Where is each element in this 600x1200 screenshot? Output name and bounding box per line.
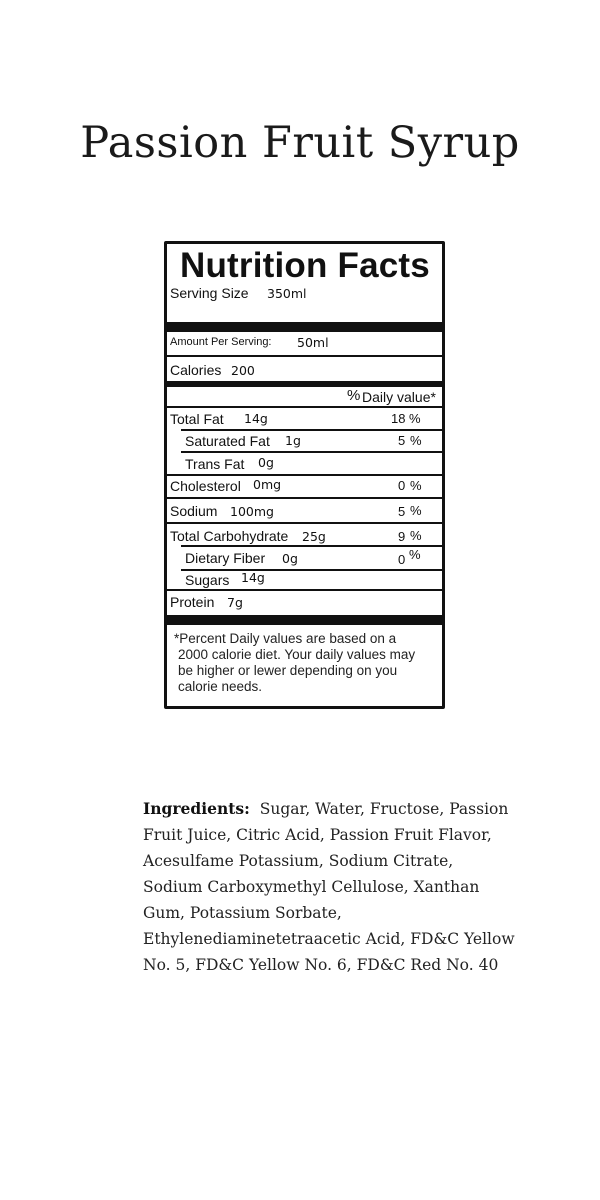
page-title: Passion Fruit Syrup — [80, 118, 520, 168]
ingredients-block — [143, 796, 523, 978]
nutrient-sodium-name: Sodium — [170, 503, 218, 519]
calories-value: 200 — [231, 363, 255, 378]
nutrient-total-fat-pct-unit: % — [409, 411, 421, 426]
serving-size-label: Serving Size — [170, 285, 249, 301]
nutrient-dietary-fiber-pct-unit: % — [409, 547, 421, 562]
nutrient-cholesterol-pct: 0 — [398, 478, 406, 493]
amount-per-serving-value: 50ml — [297, 335, 329, 350]
nutrition-facts-label — [164, 241, 445, 709]
ingredients-text: Ethylenediaminetetraacetic Acid, FD&C Yellow — [143, 930, 515, 948]
nutrient-saturated-fat-name: Saturated Fat — [185, 433, 270, 449]
nutrient-total-carbohydrate-pct-unit: % — [410, 528, 422, 543]
nutrient-total-carbohydrate-name: Total Carbohydrate — [170, 528, 289, 544]
nutrient-protein-name: Protein — [170, 594, 215, 610]
nutrient-total-fat-pct: 18 — [391, 411, 406, 426]
ingredients-text: Gum, Potassium Sorbate, — [143, 904, 342, 922]
nutrient-saturated-fat-pct: 5 — [398, 433, 406, 448]
divider — [181, 429, 442, 431]
ingredients-text: Sugar, Water, Fructose, Passion — [259, 800, 509, 818]
nutrient-sugars-amount: 14g — [241, 570, 265, 585]
nutrient-protein-amount: 7g — [227, 595, 243, 610]
nutrient-sodium-pct: 5 — [398, 504, 406, 519]
thick-divider — [167, 615, 442, 625]
divider — [181, 569, 442, 571]
divider — [167, 474, 442, 476]
ingredients-label: Ingredients: — [143, 799, 250, 818]
ingredients-text: No. 5, FD&C Yellow No. 6, FD&C Red No. 40 — [143, 956, 499, 974]
divider — [181, 545, 442, 547]
nutrient-trans-fat-amount: 0g — [258, 455, 274, 470]
daily-value-footnote — [174, 631, 438, 695]
nutrient-saturated-fat-amount: 1g — [285, 433, 301, 448]
ingredients-text: Acesulfame Potassium, Sodium Citrate, — [143, 852, 454, 870]
nutrient-sodium-pct-unit: % — [410, 503, 422, 518]
nutrient-dietary-fiber-name: Dietary Fiber — [185, 550, 266, 566]
daily-value-symbol: % — [347, 387, 361, 404]
nutrient-cholesterol-name: Cholesterol — [170, 478, 241, 494]
daily-value-header: Daily value* — [362, 389, 436, 405]
nutrient-total-fat-amount: 14g — [244, 411, 268, 426]
divider — [167, 589, 442, 591]
nutrient-total-carbohydrate-amount: 25g — [302, 529, 326, 544]
nutrient-cholesterol-amount: 0mg — [253, 477, 282, 492]
footnote-line: *Percent Daily values are based on a — [174, 631, 397, 646]
calories-label: Calories — [170, 362, 222, 378]
ingredients-line-1 — [143, 796, 523, 822]
nutrient-saturated-fat-pct-unit: % — [410, 433, 422, 448]
ingredients-text: Fruit Juice, Citric Acid, Passion Fruit Flavor, — [143, 826, 492, 844]
thick-divider — [167, 322, 442, 332]
footnote-line: be higher or lewer depending on you — [178, 663, 398, 678]
nutrient-dietary-fiber-amount: 0g — [282, 551, 298, 566]
nutrient-cholesterol-pct-unit: % — [410, 478, 422, 493]
nutrient-total-carbohydrate-pct: 9 — [398, 529, 406, 544]
nutrient-sugars-name: Sugars — [185, 572, 230, 588]
serving-size-value: 350ml — [267, 286, 307, 301]
divider — [167, 522, 442, 524]
nutrient-dietary-fiber-pct: 0 — [398, 552, 406, 567]
divider — [181, 451, 442, 453]
ingredients-text: Sodium Carboxymethyl Cellulose, Xanthan — [143, 878, 480, 896]
divider — [167, 355, 442, 357]
divider — [167, 406, 442, 408]
divider — [167, 497, 442, 499]
nutrition-facts-heading: Nutrition Facts — [180, 246, 430, 285]
medium-divider — [167, 381, 442, 387]
amount-per-serving-label: Amount Per Serving: — [170, 336, 272, 348]
footnote-line: 2000 calorie diet. Your daily values may — [178, 647, 416, 662]
nutrient-total-fat-name: Total Fat — [170, 411, 224, 427]
footnote-line: calorie needs. — [178, 679, 263, 694]
nutrient-sodium-amount: 100mg — [230, 504, 274, 519]
nutrient-trans-fat-name: Trans Fat — [185, 456, 245, 472]
